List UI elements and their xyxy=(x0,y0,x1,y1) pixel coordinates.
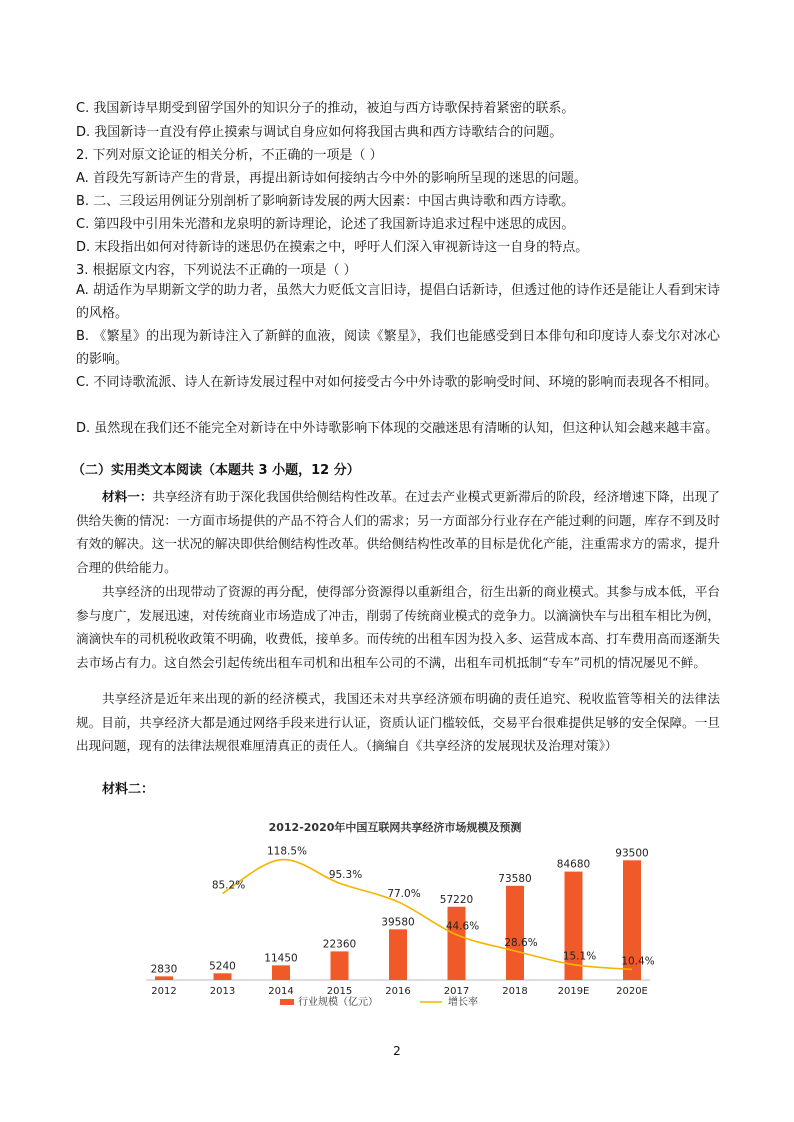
growth-label-2013: 85.2% xyxy=(211,879,246,892)
x-tick-label-2014: 2014 xyxy=(268,986,294,997)
bar-2017 xyxy=(448,907,466,980)
growth-label-2016: 77.0% xyxy=(387,887,421,900)
material-1-paragraph-1 xyxy=(76,485,720,580)
bar-value-label-2020E: 93500 xyxy=(615,847,649,860)
section-heading: （二）实用类文本阅读（本题共 3 小题，12 分） xyxy=(72,463,360,478)
growth-label-2014: 118.5% xyxy=(266,845,308,858)
material-1-paragraph-1-text: 共享经济有助于深化我国供给侧结构性改革。在过去产业模式更新滞后的阶段，经济增速下降，出现了供给失衡的情况：一方面市场提供的产品不符合人们的需求；另一方面部分行业存在产能过剩的问题，库存不到及时有效的解决。这一状况的解决即供给侧结构性改革。供给侧结构性改革的目标是优化产能，注重需求方的需求，提升合理的供给能力。 xyxy=(76,489,721,576)
x-tick-label-2019E: 2019E xyxy=(557,986,590,997)
question-3-option-b: B. 《繁星》的出现为新诗注入了新鲜的血液，阅读《繁星》，我们也能感受到日本俳句和印度诗人泰戈尔对冰心的影响。 xyxy=(76,329,720,367)
bar-value-label-2017: 57220 xyxy=(439,893,474,906)
legend-bar-swatch xyxy=(280,999,294,1005)
bar-value-label-2015: 22360 xyxy=(322,938,357,951)
material-2-label: 材料二： xyxy=(102,782,155,797)
x-tick-label-2012: 2012 xyxy=(151,986,177,997)
question-2-option-c: C. 第四段中引用朱光潜和龙泉明的新诗理论，论述了我国新诗追求过程中迷思的成因。 xyxy=(76,217,575,232)
legend-line-label: 增长率 xyxy=(448,997,478,1008)
question-3-option-a: A. 胡适作为早期新文学的助力者，虽然大力贬低文言旧诗，提倡白话新诗，但透过他的诗作还是能让人看到宋诗的风格。 xyxy=(76,283,720,321)
bar-value-label-2018: 73580 xyxy=(498,872,532,885)
market-size-chart xyxy=(130,810,660,1025)
question-2-option-d: D. 末段指出如何对待新诗的迷思仍在摸索之中，呼吁人们深入审视新诗这一自身的特点。 xyxy=(76,240,589,255)
x-tick-label-2016: 2016 xyxy=(385,986,411,997)
growth-label-2017: 44.6% xyxy=(445,920,480,933)
question-3-option-c: C. 不同诗歌流派、诗人在新诗发展过程中对如何接受古今中外诗歌的影响受时间、环境的影响而表现各不相同。 xyxy=(76,375,718,390)
bar-2016 xyxy=(389,929,407,980)
bar-2012 xyxy=(155,976,173,980)
bar-value-label-2016: 39580 xyxy=(381,916,415,929)
bar-2015 xyxy=(331,951,349,980)
bar-value-label-2013: 5240 xyxy=(209,960,236,973)
bar-value-label-2012: 2830 xyxy=(150,963,178,976)
material-1-paragraph-2: 共享经济的出现带动了资源的再分配，使得部分资源得以重新组合，衍生出新的商业模式。其参与成本低，平台参与度广，发展迅速，对传统商业市场造成了冲击，削弱了传统商业模式的竞争力。以滴滴快车与出租车相比为例，滴滴快车的司机税收政策不明确，收费低，接单多。而传统的出租车因为投入多、运营成本高、打车费用高而逐渐失去市场占有力。这自然会引起传统出租车司机和出租车公司的不满，出租车司机抵制“专车”司机的情况屡见不鲜。 xyxy=(76,584,720,671)
question-3-stem: 3. 根据原文内容，下列说法不正确的一项是（ ） xyxy=(76,263,357,278)
growth-label-2018: 28.6% xyxy=(504,936,538,949)
bar-value-label-2014: 11450 xyxy=(264,952,298,965)
chart-title: 2012-2020年中国互联网共享经济市场规模及预测 xyxy=(268,821,522,834)
x-tick-label-2020E: 2020E xyxy=(616,986,648,997)
bar-2018 xyxy=(506,886,524,980)
x-tick-label-2015: 2015 xyxy=(326,986,353,997)
question-1-option-d: D. 我国新诗一直没有停止摸索与调试自身应如何将我国古典和西方诗歌结合的问题。 xyxy=(76,125,563,140)
growth-label-2020E: 10.4% xyxy=(621,955,655,968)
growth-label-2015: 95.3% xyxy=(328,869,363,882)
x-tick-label-2013: 2013 xyxy=(209,986,236,997)
question-2-option-b: B. 二、三段运用例证分别剖析了影响新诗发展的两大因素：中国古典诗歌和西方诗歌。 xyxy=(76,194,575,209)
material-1-paragraph-3: 共享经济是近年来出现的新的经济模式，我国还未对共享经济颁布明确的责任追究、税收监管等相关的法律法规。目前，共享经济大都是通过网络手段来进行认证，资质认证门槛较低，交易平台很难提供足够的安全保障。一旦出现问题，现有的法律法规很难厘清真正的责任人。（摘编自《共享经济的发展现状及治理对策》） xyxy=(76,691,720,754)
question-2-stem: 2. 下列对原文论证的相关分析，不正确的一项是（ ） xyxy=(76,148,383,163)
page-number: 2 xyxy=(393,1044,401,1058)
question-1-option-c: C. 我国新诗早期受到留学国外的知识分子的推动，被迫与西方诗歌保持着紧密的联系。 xyxy=(76,101,575,116)
growth-label-2019E: 15.1% xyxy=(562,950,597,963)
x-tick-label-2018: 2018 xyxy=(502,986,528,997)
bar-value-label-2019E: 84680 xyxy=(556,858,591,871)
material-1-label: 材料一： xyxy=(102,489,153,504)
x-tick-label-2017: 2017 xyxy=(443,986,470,997)
legend-bar-label: 行业规模（亿元） xyxy=(298,997,378,1008)
question-3-option-d: D. 虽然现在我们还不能完全对新诗在中外诗歌影响下体现的交融迷思有清晰的认知，但这种认知会越来越丰富。 xyxy=(76,421,719,436)
question-2-option-a: A. 首段先写新诗产生的背景，再提出新诗如何接纳古今中外的影响所呈现的迷思的问题。 xyxy=(76,171,587,186)
bar-2013 xyxy=(214,973,232,980)
bar-2014 xyxy=(272,965,290,980)
